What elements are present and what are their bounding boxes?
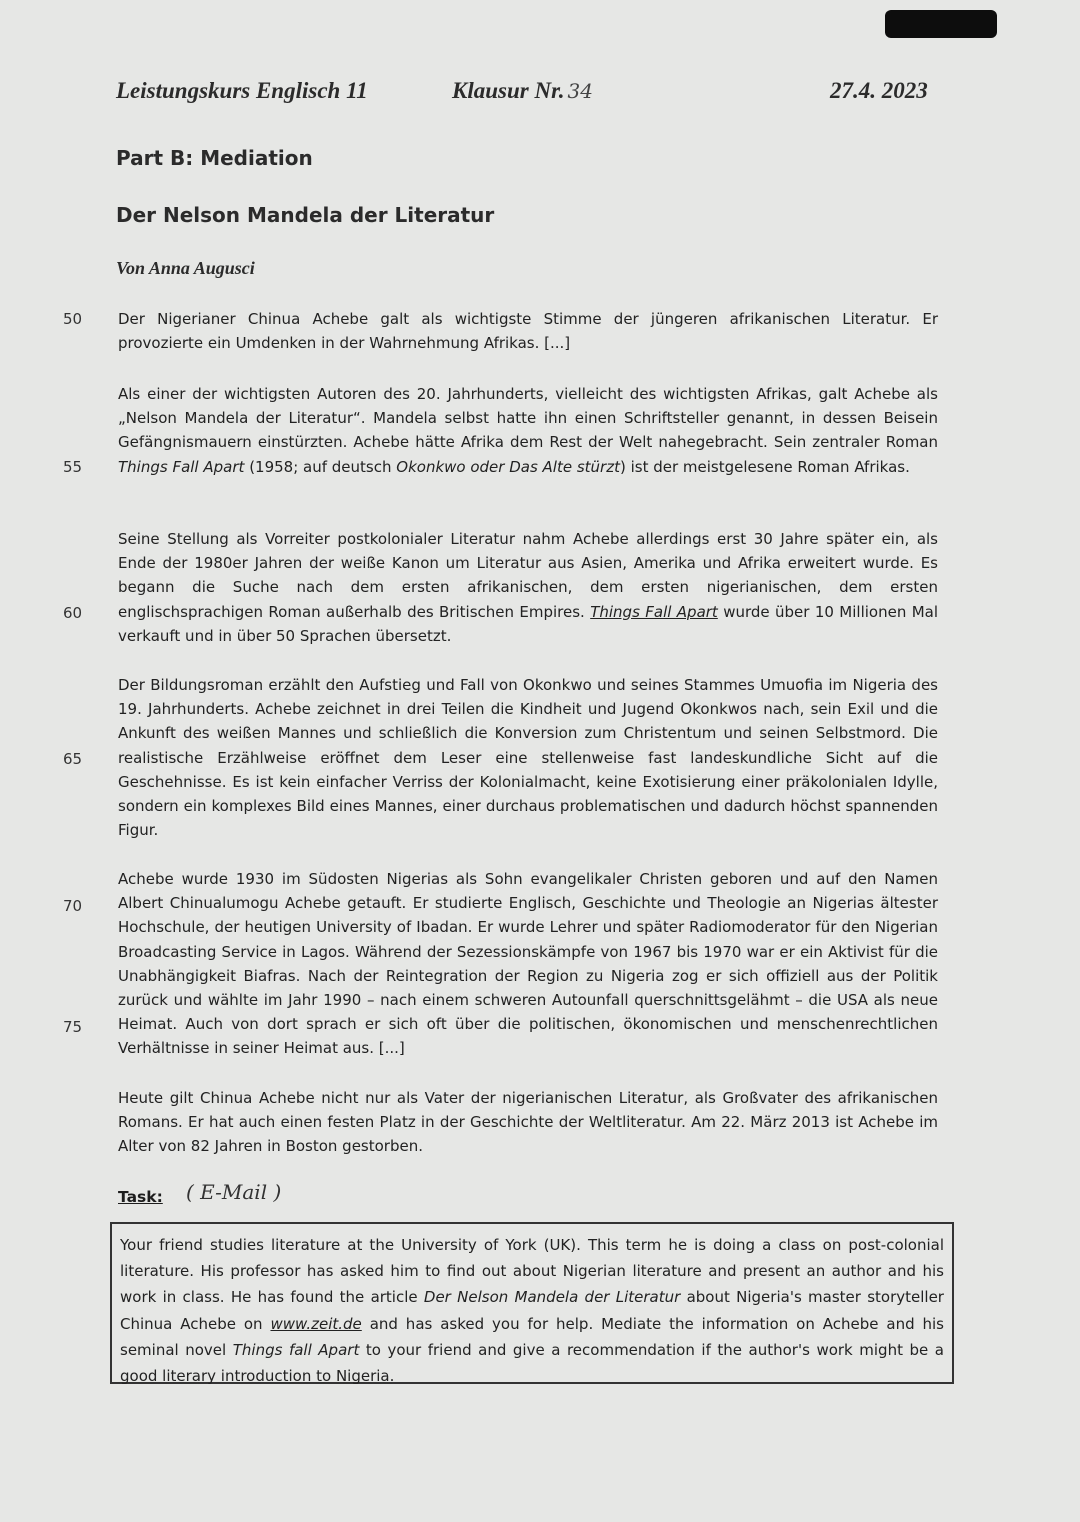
line-number: 65 [63,750,83,768]
exam-number-handwritten: 34 [567,79,593,103]
exam-title [452,78,593,104]
novel-title: Things Fall Apart [118,457,245,476]
article-title: Der Nelson Mandela der Literatur [116,203,495,227]
line-number: 75 [63,1018,83,1036]
paragraph-2-text: Als einer der wichtigsten Autoren des 20. Jahrhunderts, vielleicht des wichtigsten Afrikas, galt Achebe als „Nelson Mandela der Literatur“. Mandela selbst hatte ihn einen Schriftsteller genannt, in dessen Beisein Gefängnismauern einstürzten. Achebe hätte Afrika dem Rest der Welt nahegebracht. Sein zentraler Roman [118,385,938,452]
line-number: 55 [63,458,83,476]
paragraph-2-end: ) ist der meistgelesene Roman Afrikas. [619,457,910,476]
part-heading: Part B: Mediation [116,146,313,170]
task-label: Task: [118,1188,163,1206]
paragraph-6: Heute gilt Chinua Achebe nicht nur als Vater der nigerianischen Literatur, als Großvater des afrikanischen Romans. Er hat auch einen festen Platz in der Geschichte der Weltliteratur. Am 22. März 2013 ist Achebe im Alter von 82 Jahren in Boston gestorben. [118,1089,938,1156]
exam-date: 27.4. 2023 [830,78,928,103]
task-text-1: Your friend studies literature at the University of York (UK). This term he is doing a class on post-colonial literature. His professor has asked him to find out about Nigerian literature and present an author and his work in class. He has found the article [120,1236,944,1307]
paragraph-1: Der Nigerianer Chinua Achebe galt als wichtigste Stimme der jüngeren afrikanischen Literatur. Er provozierte ein Umdenken in der Wahrnehmung Afrikas. [...] [118,310,938,353]
article-author: Von Anna Augusci [116,258,255,278]
task-text-4: to your friend and give a recommendation if the author's work might be a good literary introduction to Nigeria. [120,1340,944,1386]
task-text-2: about Nigeria's master storyteller Chinua Achebe on [120,1288,944,1333]
paragraph-2 [118,382,938,479]
task-novel-title: Things fall Apart [232,1340,360,1359]
redaction-bar [885,10,997,38]
task-text-3: and has asked you for help. Mediate the information on Achebe and his seminal novel [120,1314,944,1359]
paragraph-2-year: (1958; auf deutsch [249,457,392,476]
novel-title: Things Fall Apart [590,602,718,621]
paragraph-3 [118,527,938,648]
task-article-title: Der Nelson Mandela der Literatur [423,1288,681,1307]
paragraph-5: Achebe wurde 1930 im Südosten Nigerias als Sohn evangelikaler Christen geboren und auf den Namen Albert Chinualumogu Achebe getauft. Er studierte Englisch, Geschichte und Theologie an Nigerias ältester Hochschule, der heutigen University of Ibadan. Er wurde Lehrer und später Radiomoderator für den Nigerian Broadcasting Service in Lagos. Während der Sezessionskämpfe von 1967 bis 1970 war er ein Aktivist für die Unabhängigkeit Biafras. Nach der Reintegration der Region zu Nigeria zog er sich offiziell aus der Politik zurück und wählte im Jahr 1990 – nach einem schweren Autounfall querschnittsgelähmt – die USA als neue Heimat. Auch von dort sprach er sich oft über die politischen, ökonomischen und menschenrechtlichen Verhältnisse in seiner Heimat aus. [...] [118,870,938,1058]
course-title: Leistungskurs Englisch 11 [116,78,368,103]
german-title: Okonkwo oder Das Alte stürzt [396,457,620,476]
task-text [120,1232,944,1389]
line-number: 50 [63,310,83,328]
task-website-link: www.zeit.de [270,1314,362,1333]
paragraph-3-end: wurde über 10 Millionen Mal verkauft und in über 50 Sprachen übersetzt. [118,602,939,645]
line-number: 60 [63,604,83,622]
handwritten-note: ( E-Mail ) [186,1180,282,1204]
paragraph-4: Der Bildungsroman erzählt den Aufstieg und Fall von Okonkwo und seines Stammes Umuofia im Nigeria des 19. Jahrhunderts. Achebe zeichnet in drei Teilen die Kindheit und Jugend Okonkwos nach, sein Exil und die Ankunft des weißen Mannes und schließlich die Konversion zum Christentum und seinen Selbstmord. Die realistische Erzählweise eröffnet dem Leser eine stellenweise fast landeskundliche Sicht auf die Geschehnisse. Es ist kein einfacher Verriss der Kolonialmacht, keine Exotisierung einer präkolonialen Idylle, sondern ein komplexes Bild eines Mannes, einer durchaus problematischen und dadurch höchst spannenden Figur. [118,676,938,840]
line-number: 70 [63,897,83,915]
task-box [110,1222,954,1384]
exam-label: Klausur Nr. [452,78,565,103]
paragraph-3-text: Seine Stellung als Vorreiter postkolonialer Literatur nahm Achebe allerdings erst 30 Jahre später ein, als Ende der 1980er Jahren der weiße Kanon um Literatur aus Asien, Amerika und Afrika erweitert wurde. Es begann die Suche nach dem ersten afrikanischen, dem ersten nigerianischen, dem ersten englischsprachigen Roman außerhalb des Britischen Empires. [118,530,938,621]
